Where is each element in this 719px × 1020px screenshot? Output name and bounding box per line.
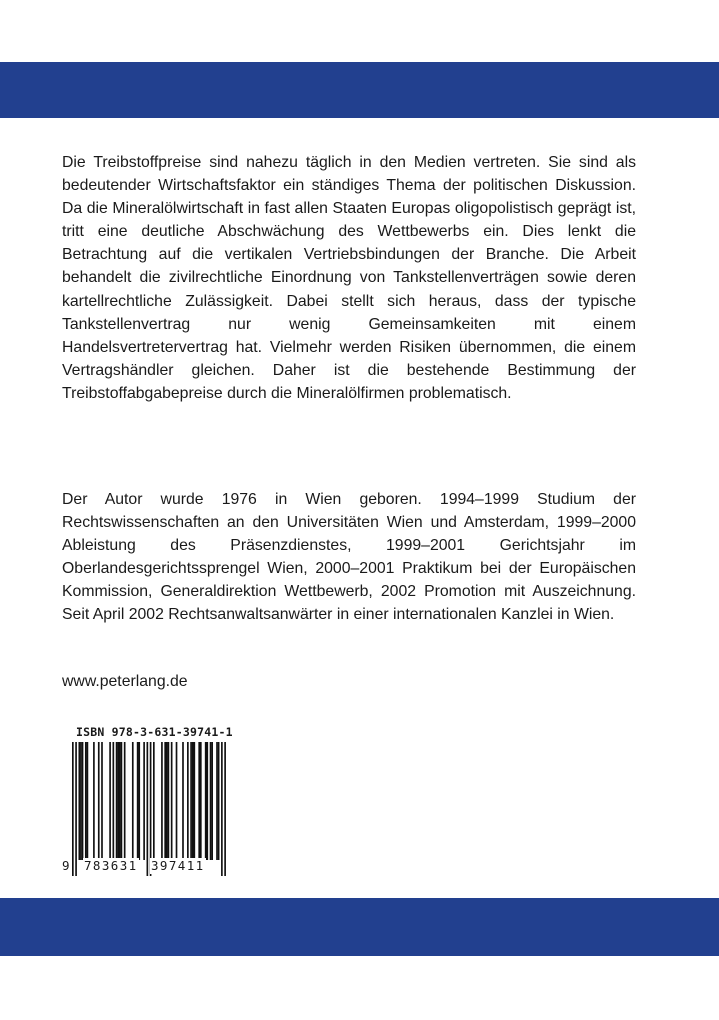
barcode-bar [137, 742, 139, 860]
book-description: Die Treibstoffpreise sind nahezu täglich in den Medien vertreten. Sie sind als bedeutender Wirtschaftsfaktor ein ständiges Thema der politischen Diskussion. Da die Mineralölwirtschaft in fast allen Staaten Europas oligopolistisch geprägt ist, tritt eine deutliche Abschwächung des Wettbewerbs ein. Dies lenkt die Betrachtung auf die vertikalen Vertriebsbindungen der Branche. Die Arbeit behandelt die zivilrechtliche Einordnung von Tankstellenverträgen sowie deren kartellrechtliche Zulässigkeit. Dabei stellt sich heraus, dass der typische Tankstellenvertrag nur wenig Gemeinsamkeiten mit einem Handelsvertretervertrag hat. Vielmehr werden Risiken übernommen, die einem Vertragshändler gleichen. Daher ist die bestehende Bestimmung der Treibstoffabgabepreise durch die Mineralölfirmen problematisch. [62, 154, 636, 402]
barcode-bar [166, 742, 168, 860]
bottom-color-band [0, 898, 719, 956]
barcode-bar [206, 742, 208, 860]
barcode-bar [101, 742, 103, 860]
barcode-bar [205, 742, 207, 860]
publisher-website-link[interactable]: www.peterlang.de [62, 673, 188, 690]
barcode-bar [200, 742, 202, 860]
barcode-bar [164, 742, 166, 860]
isbn-label: ISBN 978-3-631-39741-1 [76, 725, 233, 739]
barcode-bar [210, 742, 212, 860]
barcode-digits-left: 783631 [84, 858, 138, 873]
barcode-bar [171, 742, 173, 860]
barcode-bar [216, 742, 218, 860]
barcode-guard-bar [221, 742, 223, 876]
barcode-bar [194, 742, 196, 860]
barcode-bar [98, 742, 100, 860]
barcode-guard-bar [150, 742, 152, 876]
barcode-bar [93, 742, 95, 860]
barcode-bar [78, 742, 80, 860]
barcode-bar [198, 742, 200, 860]
barcode-bar [161, 742, 163, 860]
barcode-guard-bar [75, 742, 77, 876]
barcode-bar [218, 742, 220, 860]
barcode-bar [113, 742, 115, 860]
barcode-bar [82, 742, 84, 860]
barcode-bar [190, 742, 192, 860]
barcode-guard-bar [224, 742, 226, 876]
barcode-guard-bar [147, 742, 149, 876]
barcode-bar [153, 742, 155, 860]
barcode-bar [176, 742, 178, 860]
barcode-digit-first: 9 [62, 858, 70, 873]
barcode-bar [116, 742, 118, 860]
barcode-digits-right: 397411 [151, 858, 205, 873]
barcode-bar [132, 742, 134, 860]
barcode-bar [182, 742, 184, 860]
barcode-bar [85, 742, 87, 860]
barcode-bar [138, 742, 140, 860]
barcode-bar [109, 742, 111, 860]
barcode-bar [117, 742, 119, 860]
barcode-bar [211, 742, 213, 860]
author-bio: Der Autor wurde 1976 in Wien geboren. 1994–1999 Studium der Rechtswissenschaften an den Universitäten Wien und Amsterdam, 1999–2000 Ableistung des Präsenzdienstes, 1999–2001 Gerichtsjahr im Oberlandesgerichtssprengel Wien, 2000–2001 Praktikum bei der Europäischen Kommission, Generaldirektion Wettbewerb, 2002 Promotion mit Auszeichnung. Seit April 2002 Rechtsanwaltsanwärter in einer internationalen Kanzlei in Wien. [62, 491, 636, 624]
barcode-bar [119, 742, 121, 860]
barcode-bar [80, 742, 82, 860]
top-color-band [0, 62, 719, 118]
barcode-bar [143, 742, 145, 860]
barcode-bar [192, 742, 194, 860]
barcode-bar [168, 742, 170, 860]
barcode-guard-bar [72, 742, 74, 876]
barcode-bar [121, 742, 123, 860]
barcode-bar [187, 742, 189, 860]
barcode-bar [87, 742, 89, 860]
barcode-bar [124, 742, 126, 860]
